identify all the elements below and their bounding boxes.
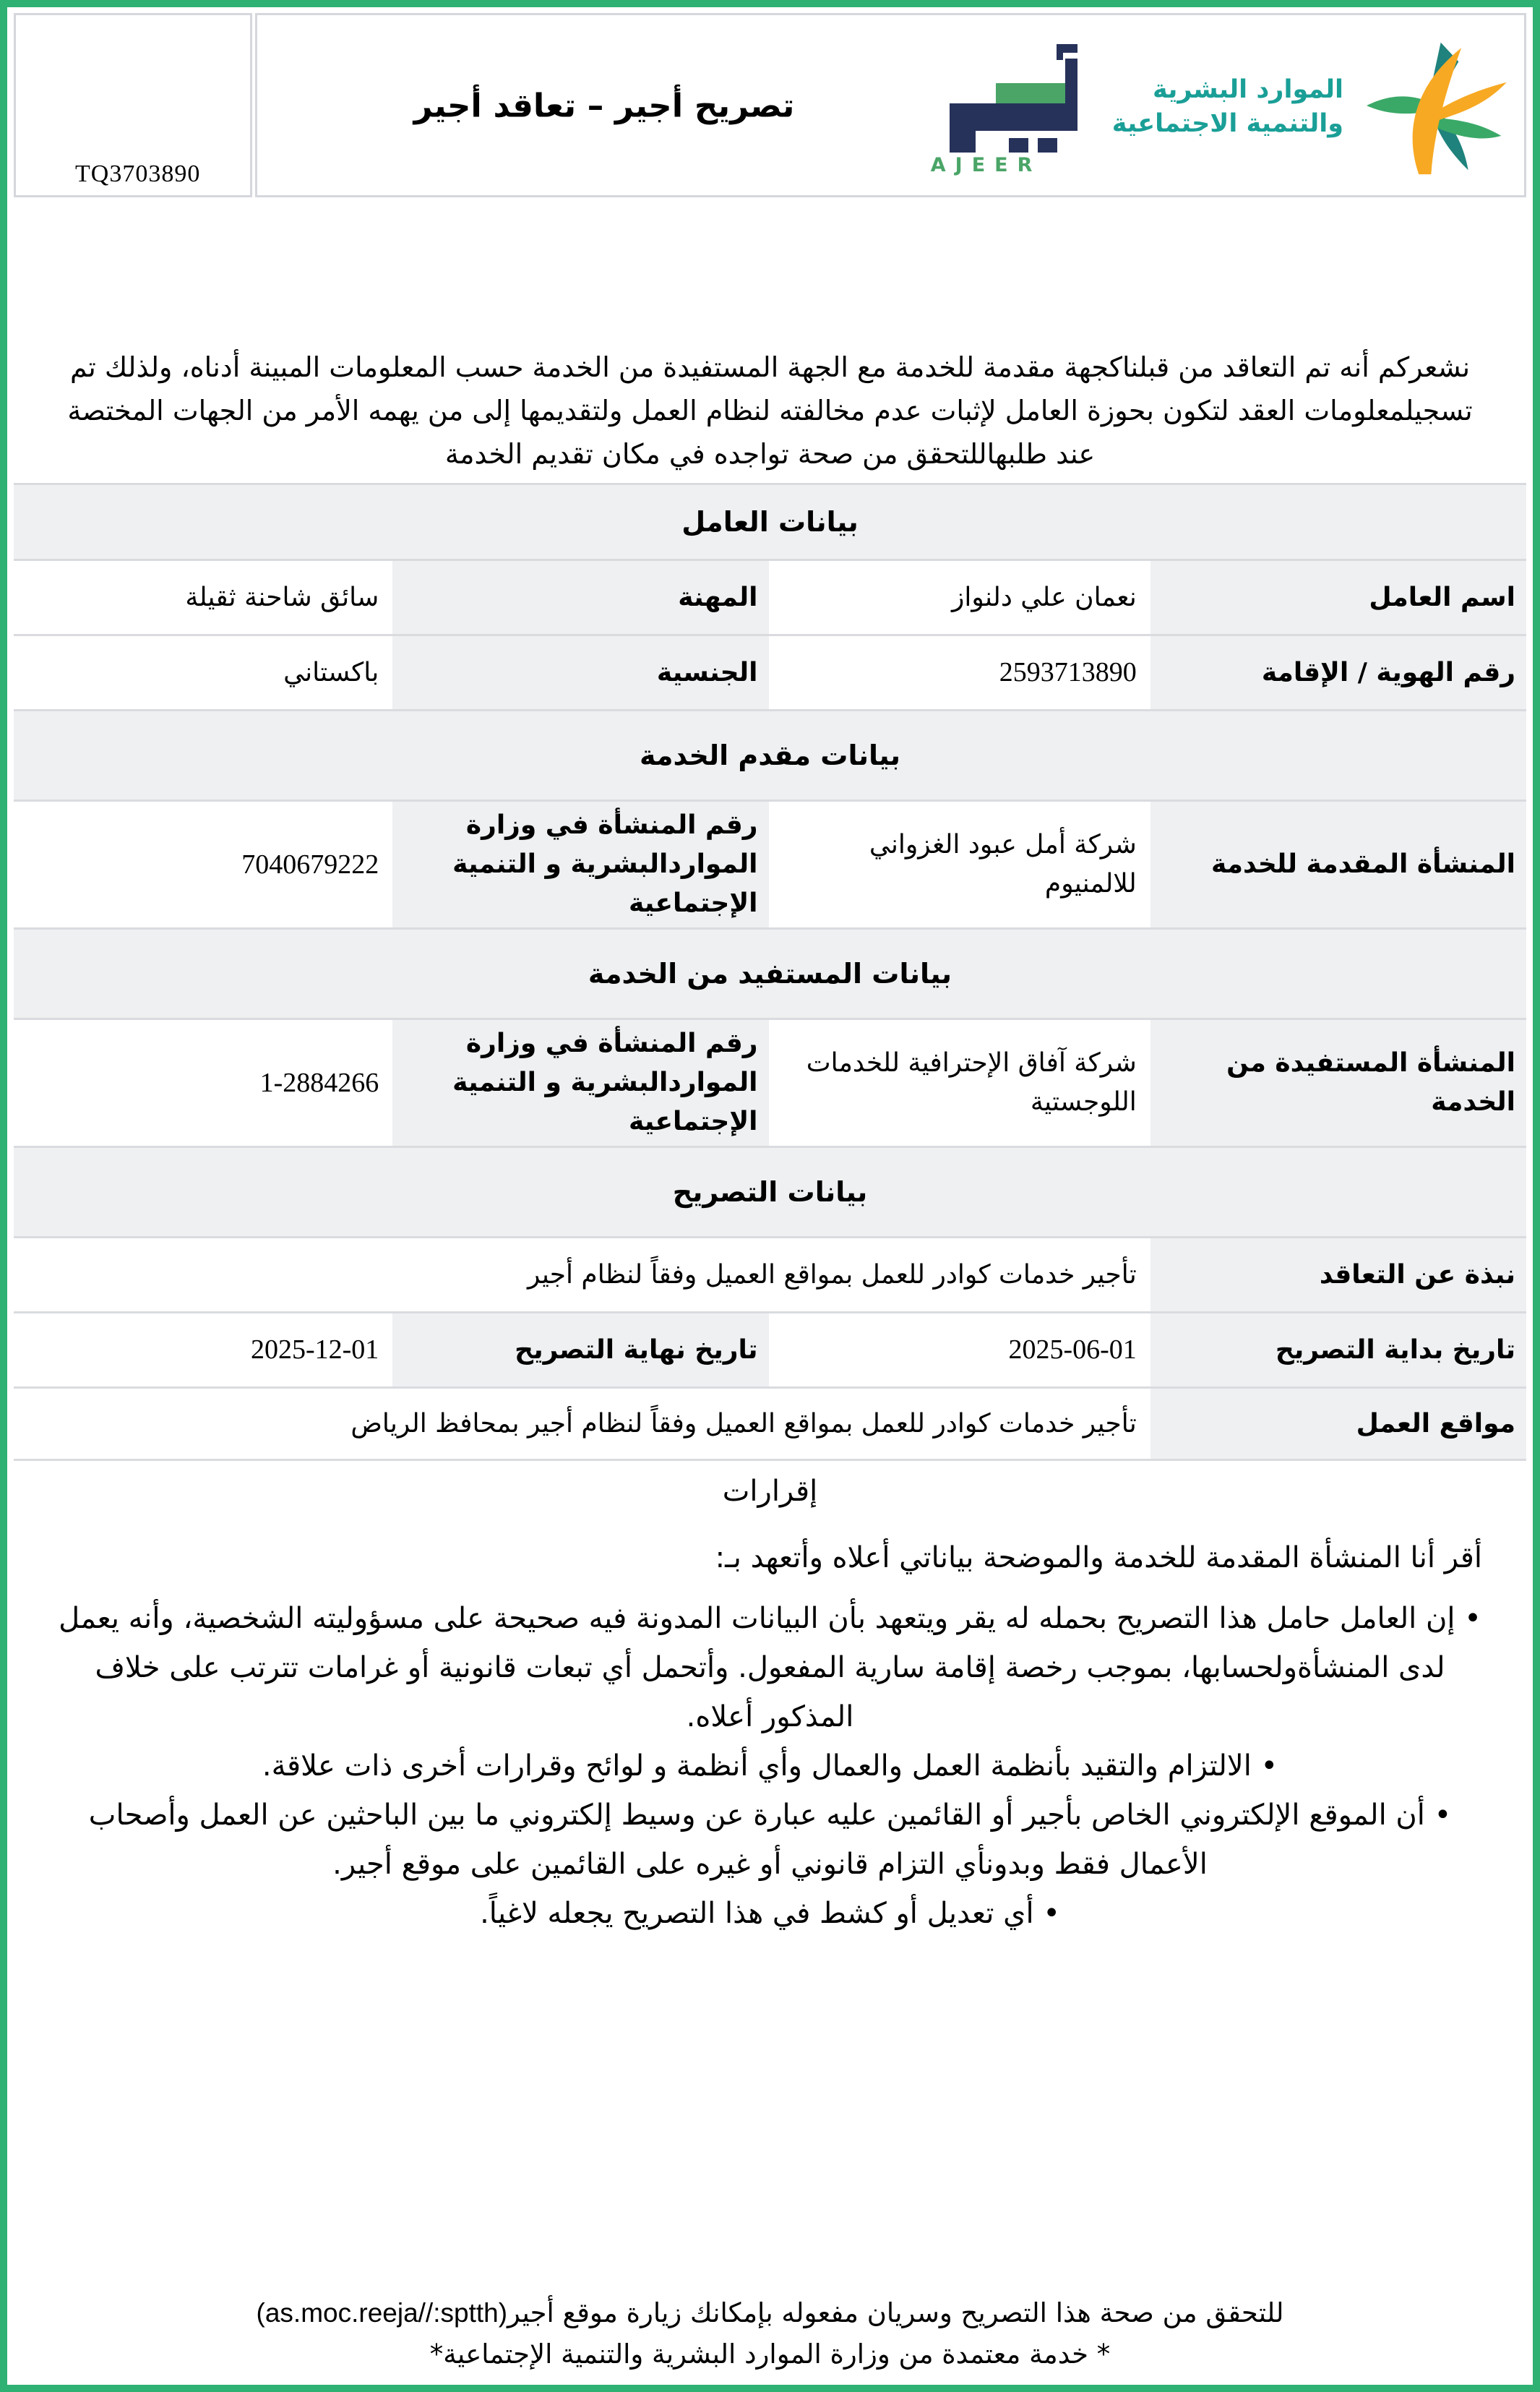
provider-name-value: شركة أمل عبود الغزواني للالمنيوم	[869, 830, 1137, 899]
section-worker-data: بيانات العامل	[14, 485, 1526, 561]
ministry-name	[1112, 73, 1343, 141]
table-row	[14, 561, 1526, 636]
worker-profession-label: المهنة	[392, 561, 768, 634]
verification-line	[7, 2292, 1533, 2333]
table-row	[14, 802, 1526, 930]
declarations-list	[51, 1594, 1489, 1938]
provider-number-label: رقم المنشأة في وزارة المواردالبشرية و التنمية الإجتماعية	[392, 802, 768, 927]
permit-start-label: تاريخ بداية التصريح	[1150, 1313, 1526, 1386]
permit-start-value: 2025-06-01	[1008, 1334, 1137, 1365]
worker-nationality-label: الجنسية	[392, 636, 768, 709]
permit-end-label: تاريخ نهاية التصريح	[392, 1313, 768, 1386]
ajeer-site-url: (as.moc.reeja//:sptth)	[256, 2298, 508, 2328]
title-box	[255, 13, 1526, 197]
table-row	[14, 636, 1526, 711]
table-row	[14, 1238, 1526, 1313]
ministry-logo-icon	[1364, 38, 1508, 176]
declaration-item: • أي تعديل أو كشط في هذا التصريح يجعله لاغياً.	[480, 1897, 1060, 1930]
beneficiary-name-label: المنشأة المستفيدة من الخدمة	[1150, 1020, 1526, 1146]
document-title: تصريح أجير – تعاقد أجير	[413, 86, 795, 124]
ajeer-wordmark-icon	[922, 37, 1092, 153]
table-row	[14, 1313, 1526, 1389]
accreditation-line: * خدمة معتمدة من وزارة الموارد البشرية والتنمية الإجتماعية*	[429, 2339, 1111, 2370]
table-row	[14, 1389, 1526, 1461]
ministry-name-line1: الموارد البشرية	[1152, 74, 1343, 104]
provider-name-label: المنشأة المقدمة للخدمة	[1150, 802, 1526, 927]
header-logos	[922, 33, 1508, 181]
table-row	[14, 1020, 1526, 1148]
document-header	[14, 13, 1526, 197]
section-beneficiary-data: بيانات المستفيد من الخدمة	[14, 930, 1526, 1020]
worker-nationality-value: باكستاني	[283, 657, 379, 687]
beneficiary-number-label: رقم المنشأة في وزارة المواردالبشرية و التنمية الإجتماعية	[392, 1020, 768, 1146]
verification-text: للتحقق من صحة هذا التصريح وسريان مفعوله بإمكانك زيارة موقع أجير	[507, 2297, 1284, 2328]
beneficiary-number-value: 1-2884266	[259, 1067, 379, 1098]
ajeer-logo	[922, 37, 1092, 176]
declaration-item: • إن العامل حامل هذا التصريح بحمله له يقر ويتعهد بأن البيانات المدونة فيه صحيحة على مسؤوليته الشخصية، وأنه يعمل لدى المنشأةولحسابها، بموجب رخصة إقامة سارية المفعول. وأتحمل أي تبعات قانونية أو غرامات تترتب على خلاف المذكور أعلاه.	[59, 1602, 1481, 1733]
work-locations-value: تأجير خدمات كوادر للعمل بمواقع العميل وفقاً لنظام أجير بمحافظ الرياض	[350, 1408, 1137, 1439]
permit-number: TQ3703890	[75, 160, 201, 187]
worker-id-value: 2593713890	[999, 657, 1137, 687]
permit-number-box	[14, 13, 252, 197]
worker-name-value: نعمان علي دلنواز	[952, 582, 1137, 612]
section-permit-data: بيانات التصريح	[14, 1148, 1526, 1238]
document-footer	[7, 2292, 1533, 2375]
ajeer-latin-label: AJEER	[930, 154, 1042, 176]
declaration-item: • الالتزام والتقيد بأنظمة العمل والعمال وأي أنظمة و لوائح وقرارات أخرى ذات علاقة.	[262, 1749, 1278, 1783]
worker-id-label: رقم الهوية / الإقامة	[1150, 636, 1526, 709]
ministry-name-line2: والتنمية الاجتماعية	[1111, 108, 1343, 138]
permit-data-table	[14, 483, 1526, 1461]
worker-profession-value: سائق شاحنة ثقيلة	[185, 582, 379, 612]
contract-summary-label: نبذة عن التعاقد	[1150, 1238, 1526, 1311]
provider-number-value: 7040679222	[241, 849, 379, 880]
declaration-item: • أن الموقع الإلكتروني الخاص بأجير أو القائمين عليه عبارة عن وسيط إلكتروني ما بين الباحثين عن العمل وأصحاب الأعمال فقط وبدونأي التزام قانوني أو غيره على القائمين على موقع أجير.	[88, 1799, 1452, 1881]
worker-name-label: اسم العامل	[1150, 561, 1526, 634]
work-locations-label: مواقع العمل	[1150, 1389, 1526, 1459]
declarations-title: إقرارات	[722, 1475, 818, 1508]
declarations-intro: أقر أنا المنشأة المقدمة للخدمة والموضحة بياناتي أعلاه وأتعهد بـ:	[715, 1541, 1482, 1574]
permit-end-value: 2025-12-01	[250, 1334, 379, 1365]
beneficiary-name-value: شركة آفاق الإحترافية للخدمات اللوجستية	[806, 1048, 1137, 1117]
intro-paragraph: نشعركم أنه تم التعاقد من قبلناكجهة مقدمة للخدمة مع الجهة المستفيدة من الخدمة حسب المعلومات المبينة أدناه، ولذلك تم تسجيلمعلومات العقد لتكون بحوزة العامل لإثبات عدم مخالفته لنظام العمل ولتقديمها إلى من يهمه الأمر من الجهات المختصة عند طلبهاللتحقق من صحة تواجده في مكان تقديم الخدمة	[67, 351, 1473, 470]
contract-summary-value: تأجير خدمات كوادر للعمل بمواقع العميل وفقاً لنظام أجير	[528, 1259, 1137, 1290]
section-provider-data: بيانات مقدم الخدمة	[14, 711, 1526, 802]
